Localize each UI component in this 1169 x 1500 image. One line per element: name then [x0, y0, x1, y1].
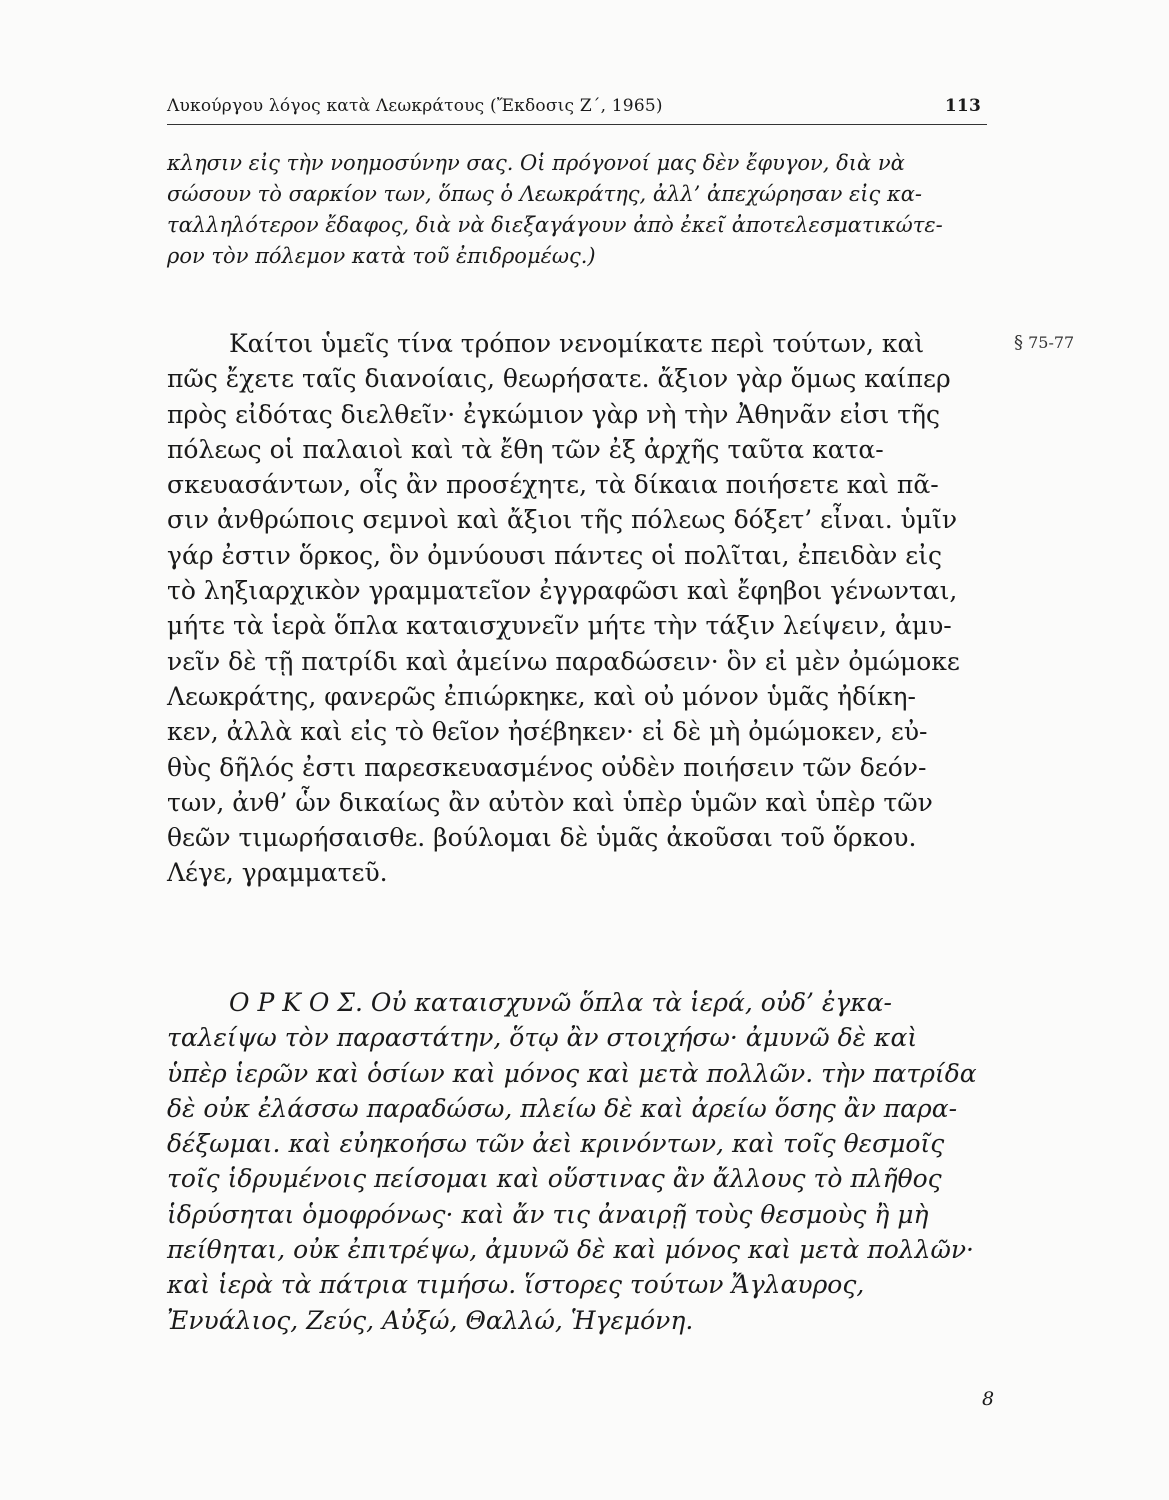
text-line: των, ἀνθ’ ὧν δικαίως ἂν αὐτὸν καὶ ὑπὲρ ὑμῶν καὶ ὑπὲρ τῶν	[167, 787, 933, 817]
translation-note	[167, 148, 997, 272]
oath-line: τοῖς ἱδρυμένοις πείσομαι καὶ οὕστινας ἂν ἄλλους τὸ πλῆθος	[167, 1164, 942, 1194]
section-symbol: §	[1014, 332, 1023, 353]
section-range: 75-77	[1028, 333, 1075, 352]
text-line: πόλεως οἱ παλαιοὶ καὶ τὰ ἔθη τῶν ἐξ ἀρχῆς ταῦτα κατα-	[167, 434, 884, 464]
oath-line: Ο Ρ Κ Ο Σ. Οὐ καταισχυνῶ ὅπλα τὰ ἱερά, οὐδ’ ἐγκα-	[229, 988, 893, 1017]
running-header	[167, 94, 987, 125]
text-line: μήτε τὰ ἱερὰ ὅπλα καταισχυνεῖν μήτε τὴν τάξιν λείψειν, ἀμυ-	[167, 611, 952, 641]
note-line: κλησιν εἰς τὴν νοημοσύνην σας. Οἱ πρόγονοί μας δὲν ἔφυγον, διὰ νὰ	[167, 151, 905, 175]
gathering-signature: 8	[982, 1388, 995, 1410]
oath-line: δὲ οὐκ ἐλάσσω παραδώσω, πλείω δὲ καὶ ἀρείω ὅσης ἂν παρα-	[167, 1093, 958, 1123]
oath-line: ὑπὲρ ἱερῶν καὶ ὁσίων καὶ μόνος καὶ μετὰ πολλῶν. τὴν πατρίδα	[167, 1058, 977, 1088]
oath-line: καὶ ἱερὰ τὰ πάτρια τιμήσω. ἵστορες τούτων Ἄγλαυρος,	[167, 1270, 865, 1300]
main-paragraph	[167, 326, 997, 891]
oath-paragraph	[167, 985, 997, 1338]
text-line: Λεωκράτης, φανερῶς ἐπιώρκηκε, καὶ οὐ μόνον ὑμᾶς ἠδίκη-	[167, 681, 916, 711]
text-line: Λέγε, γραμματεῦ.	[167, 858, 388, 888]
text-line: θεῶν τιμωρήσαισθε. βούλομαι δὲ ὑμᾶς ἀκοῦσαι τοῦ ὅρκου.	[167, 823, 917, 853]
oath-line: ἱδρύσηται ὁμοφρόνως· καὶ ἄν τις ἀναιρῇ τοὺς θεσμοὺς ἢ μὴ	[167, 1199, 929, 1229]
note-line: ταλληλότερον ἔδαφος, διὰ νὰ διεξαγάγουν ἀπὸ ἐκεῖ ἀποτελεσματικώτε-	[167, 213, 943, 237]
text-line: νεῖν δὲ τῇ πατρίδι καὶ ἀμείνω παραδώσειν· ὃν εἰ μὲν ὀμώμοκε	[167, 646, 960, 676]
text-line: κεν, ἀλλὰ καὶ εἰς τὸ θεῖον ἠσέβηκεν· εἰ δὲ μὴ ὀμώμοκεν, εὐ-	[167, 717, 928, 747]
text-line: σιν ἀνθρώποις σεμνοὶ καὶ ἄξιοι τῆς πόλεως δόξετ’ εἶναι. ὑμῖν	[167, 505, 958, 535]
text-line: πῶς ἔχετε ταῖς διανοίαις, θεωρήσατε. ἄξιον γὰρ ὅμως καίπερ	[167, 364, 951, 394]
oath-line: Ἐνυάλιος, Ζεύς, Αὐξώ, Θαλλώ, Ἡγεμόνη.	[167, 1305, 694, 1335]
oath-line: πείθηται, οὐκ ἐπιτρέψω, ἀμυνῶ δὲ καὶ μόνος καὶ μετὰ πολλῶν·	[167, 1235, 974, 1265]
note-line: σώσουν τὸ σαρκίον των, ὅπως ὁ Λεωκράτης, ἀλλ’ ἀπεχώρησαν εἰς κα-	[167, 182, 923, 206]
section-reference	[1014, 332, 1074, 353]
header-title: Λυκούργου λόγος κατὰ Λεωκράτους (Ἔκδοσις Ζ΄, 1965)	[167, 96, 663, 116]
text-line: σκευασάντων, οἷς ἂν προσέχητε, τὰ δίκαια ποιήσετε καὶ πᾶ-	[167, 470, 939, 500]
text-line: Καίτοι ὑμεῖς τίνα τρόπον νενομίκατε περὶ τούτων, καὶ	[229, 329, 925, 358]
oath-line: δέξωμαι. καὶ εὐηκοήσω τῶν ἀεὶ κρινόντων, καὶ τοῖς θεσμοῖς	[167, 1129, 945, 1159]
page-number: 113	[944, 96, 981, 116]
note-line: ρον τὸν πόλεμον κατὰ τοῦ ἐπιδρομέως.)	[167, 244, 596, 268]
text-line: θὺς δῆλός ἐστι παρεσκευασμένος οὐδὲν ποιήσειν τῶν δεόν-	[167, 752, 927, 782]
text-line: πρὸς εἰδότας διελθεῖν· ἐγκώμιον γὰρ νὴ τὴν Ἀθηνᾶν εἰσι τῆς	[167, 399, 941, 429]
text-line: γάρ ἐστιν ὅρκος, ὃν ὀμνύουσι πάντες οἱ πολῖται, ἐπειδὰν εἰς	[167, 540, 943, 570]
oath-line: ταλείψω τὸν παραστάτην, ὅτῳ ἂν στοιχήσω· ἀμυνῶ δὲ καὶ	[167, 1023, 918, 1053]
text-line: τὸ ληξιαρχικὸν γραμματεῖον ἐγγραφῶσι καὶ ἔφηβοι γένωνται,	[167, 576, 958, 606]
